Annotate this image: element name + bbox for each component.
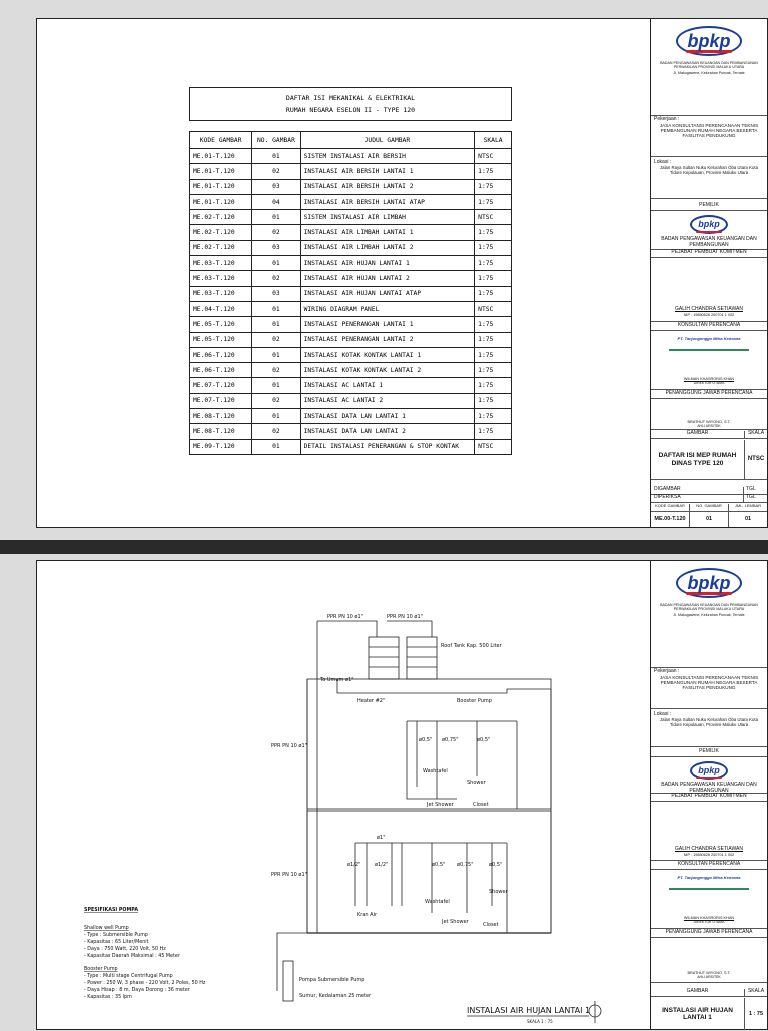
row-kode: ME.03-T.120 [190, 286, 252, 301]
spec-title: SPESIFIKASI POMPA [84, 908, 139, 913]
row-no: 03 [252, 240, 300, 255]
konsultan-person-2: WILMAN KHASRORIS KHAN [683, 916, 735, 920]
row-skala: 1:75 [475, 240, 512, 255]
floor-1-box [307, 811, 551, 933]
konsultan-label: KONSULTAN PERENCANA [651, 323, 767, 331]
size-4: ø1" [377, 835, 386, 841]
size-8: ø0,75" [457, 862, 474, 868]
no-value: 01 [690, 512, 729, 527]
drawing-scale: NTSC [747, 456, 765, 463]
pipe-label-3: PPR PN 10 ø1" [271, 743, 307, 749]
konsultan-person: WILMAN KHASRORIS KHAN [683, 377, 735, 381]
tgl-label-2: TGL [746, 494, 756, 500]
row-kode: ME.02-T.120 [190, 240, 252, 255]
drawing-sheet-2 [36, 560, 768, 1030]
row-judul: INSTALASI KOTAK KONTAK LANTAI 1 [300, 347, 475, 362]
table-row [190, 179, 512, 194]
table-row [190, 225, 512, 240]
lokasi-value: Jalan Raya Sultan Nuku Kelurahan Oba Utara Kota Tidore Kepulauan, Provinsi Maluku Utara [660, 164, 758, 175]
pekerjaan-label-2: Pekerjaan : [654, 668, 680, 674]
list-title: DAFTAR ISI MEKANIKAL & ELEKTRIKAL [285, 94, 416, 102]
skala-label-2: SKALA [747, 988, 765, 994]
row-no: 02 [252, 164, 300, 179]
bpkp-logo: bpkp [676, 26, 742, 56]
pj-cell [651, 400, 767, 430]
pemilik-label-2: PEMILIK [651, 749, 767, 757]
owner-logo: bpkp [690, 215, 728, 234]
fixture-jetshower-1: Jet Shower [442, 919, 469, 925]
org-name-2: BADAN PENGAWASAN KEUANGAN DAN PEMBANGUNAN PERWAKILAN PROVINSI MALUKU UTARA [660, 603, 758, 612]
pj-role: AHLI ARSITEK [697, 424, 721, 429]
fixture-washtafel-1: Washtafel [425, 899, 450, 905]
pump-label: Pompa Submersible Pump [299, 977, 365, 983]
konsultan-cell-2 [651, 871, 767, 929]
jml-label: JML. LEMBAR [734, 503, 762, 508]
row-no: 01 [252, 439, 300, 454]
row-no: 02 [252, 393, 300, 408]
konsultan-role: DIREKTUR UTAMA [693, 381, 725, 386]
table-row [190, 256, 512, 271]
row-judul: INSTALASI AIR BERSIH LANTAI 1 [300, 164, 475, 179]
row-no: 01 [252, 317, 300, 332]
title-block [650, 19, 767, 527]
ppk-nip: NIP : 19850626 200701 1 002 [683, 312, 735, 317]
drawing-caption [467, 1001, 601, 1024]
kode-value-row [651, 512, 767, 527]
table-row [190, 409, 512, 424]
row-skala: 1:75 [475, 286, 512, 301]
row-judul: INSTALASI AIR LIMBAH LANTAI 1 [300, 225, 475, 240]
row-no: 02 [252, 225, 300, 240]
row-judul: INSTALASI KOTAK KONTAK LANTAI 2 [300, 363, 475, 378]
pump-spec [84, 907, 206, 1000]
row-judul: INSTALASI PENERANGAN LANTAI 2 [300, 332, 475, 347]
row-kode: ME.01-T.120 [190, 164, 252, 179]
booster-label: Booster Pump [457, 698, 492, 704]
row-skala: 1:75 [475, 179, 512, 194]
size-7: ø0,5" [432, 862, 446, 868]
size-5: ø1/2" [347, 862, 361, 868]
row-kode: ME.05-T.120 [190, 317, 252, 332]
drawing-title: DAFTAR ISI MEP RUMAH DINAS TYPE 120 [651, 440, 745, 479]
caption-title: INSTALASI AIR HUJAN LANTAI 1 [467, 1006, 591, 1015]
row-judul: INSTALASI AIR LIMBAH LANTAI 2 [300, 240, 475, 255]
row-no: 01 [252, 149, 300, 164]
table-header-row [190, 132, 512, 149]
spec-line2-3: - Kapasitas : 35 lpm [84, 995, 132, 1000]
konsultan-cell [651, 332, 767, 390]
row-kode: ME.07-T.120 [190, 393, 252, 408]
row-no: 03 [252, 179, 300, 194]
spec-line1-3: - Kapasitas Daerah Maksimal : 45 Meter [84, 954, 180, 959]
ppk-label-2: PEJABAT PEMBUAT KOMITMEN [651, 794, 767, 802]
org-header [651, 19, 767, 97]
row-skala: NTSC [475, 301, 512, 316]
spec-line2-1: - Power : 250 W, 3 phase - 220 Volt, 2 Poles, 50 Hz [84, 981, 206, 986]
diperiksa-label: DIPERIKSA [654, 495, 744, 502]
konsultan-logo-2: PT. Tanjungenggo Mitra Kencana [669, 876, 749, 890]
row-judul: INSTALASI AIR HUJAN LANTAI 1 [300, 256, 475, 271]
fixture-closet-1: Closet [483, 922, 499, 928]
row-kode: ME.01-T.120 [190, 194, 252, 209]
row-skala: 1:75 [475, 409, 512, 424]
konsultan-role-2: DIREKTUR UTAMA [693, 920, 725, 925]
skala-label: SKALA [747, 430, 765, 436]
lokasi-cell-2 [651, 711, 767, 747]
ppk-label: PEJABAT PEMBUAT KOMITMEN [651, 250, 767, 258]
caption-scale: SKALA 1 : 75 [527, 1019, 553, 1024]
row-skala: 1:75 [475, 194, 512, 209]
fixture-kran-air: Kran Air [357, 912, 378, 918]
plumbing-diagram [37, 561, 652, 1031]
row-kode: ME.02-T.120 [190, 225, 252, 240]
org-header-2 [651, 561, 767, 639]
row-judul: INSTALASI PENERANGAN LANTAI 1 [300, 317, 475, 332]
table-body [190, 149, 512, 455]
table-row [190, 301, 512, 316]
table-row [190, 271, 512, 286]
row-judul: WIRING DIAGRAM PANEL [300, 301, 475, 316]
table-row [190, 149, 512, 164]
row-no: 03 [252, 286, 300, 301]
roof-tank-2 [407, 637, 437, 679]
pekerjaan-value: JASA KONSULTANSI PERENCANAAN TEKNIS PEMBANGUNAN RUMAH NEGARA BESERTA FASILITAS PENDUKUNG [659, 122, 759, 139]
row-judul: INSTALASI AC LANTAI 2 [300, 393, 475, 408]
owner-cell-2 [651, 758, 767, 794]
row-judul: INSTALASI AC LANTAI 1 [300, 378, 475, 393]
row-kode: ME.06-T.120 [190, 363, 252, 378]
fixture-closet-2: Closet [473, 802, 489, 808]
drawing-list-table [189, 131, 512, 455]
kode-value: ME.00-T.120 [651, 512, 690, 527]
table-row [190, 164, 512, 179]
row-skala: 1:75 [475, 256, 512, 271]
row-no: 02 [252, 332, 300, 347]
diperiksa-row [651, 495, 767, 503]
row-judul: INSTALASI AIR HUJAN LANTAI ATAP [300, 286, 475, 301]
owner-name-2: BADAN PENGAWASAN KEUANGAN DAN PEMBANGUNAN [661, 782, 757, 794]
table-row [190, 317, 512, 332]
row-kode: ME.03-T.120 [190, 271, 252, 286]
row-judul: INSTALASI AIR BERSIH LANTAI ATAP [300, 194, 475, 209]
row-kode: ME.02-T.120 [190, 210, 252, 225]
row-judul: SISTEM INSTALASI AIR LIMBAH [300, 210, 475, 225]
row-skala: NTSC [475, 149, 512, 164]
spec-line2-2: - Daya Hisap : 8 m, Daya Dorong : 36 meter [84, 988, 190, 993]
pj-label: PENANGGUNG JAWAB PERENCANA [651, 391, 767, 399]
row-judul: DETAIL INSTALASI PENERANGAN & STOP KONTAK [300, 439, 475, 454]
gambar-label-2: GAMBAR [651, 989, 745, 996]
pipe-label-1: PPR PN 10 ø1" [327, 614, 363, 620]
lokasi-cell [651, 159, 767, 199]
gambar-header [651, 431, 767, 439]
row-judul: INSTALASI DATA LAN LANTAI 1 [300, 409, 475, 424]
ppk-cell-2 [651, 803, 767, 861]
jml-value: 01 [744, 516, 752, 522]
title-block-2 [650, 561, 767, 1029]
table-row [190, 378, 512, 393]
owner-logo-swoosh [696, 231, 722, 233]
row-judul: SISTEM INSTALASI AIR BERSIH [300, 149, 475, 164]
row-no: 02 [252, 363, 300, 378]
row-kode: ME.07-T.120 [190, 378, 252, 393]
pekerjaan-value-2: JASA KONSULTANSI PERENCANAAN TEKNIS PEMBANGUNAN RUMAH NEGARA BESERTA FASILITAS PENDUKUNG [659, 674, 759, 691]
row-kode: ME.04-T.120 [190, 301, 252, 316]
gambar-header-2 [651, 989, 767, 997]
pj-name-2: BRATHUT WIYONO, S.T. [687, 971, 731, 975]
no-label: NO. GAMBAR [690, 504, 729, 511]
sheet-separator [0, 540, 768, 554]
table-row [190, 210, 512, 225]
roof-tank-1 [369, 637, 399, 679]
drawing-sheet-1 [36, 18, 768, 528]
row-judul: INSTALASI AIR HUJAN LANTAI 2 [300, 271, 475, 286]
row-no: 02 [252, 271, 300, 286]
row-skala: 1:75 [475, 332, 512, 347]
konsultan-logo: PT. Tanjungenggo Mitra Kencana [669, 337, 749, 351]
row-no: 01 [252, 210, 300, 225]
owner-logo-2: bpkp [690, 761, 728, 780]
size-9: ø0,5" [489, 862, 503, 868]
row-no: 01 [252, 347, 300, 362]
row-skala: 1:75 [475, 424, 512, 439]
digambar-label: DIGAMBAR [654, 487, 744, 494]
row-no: 01 [252, 256, 300, 271]
size-6: ø1/2" [375, 862, 389, 868]
drawing-title-cell-2 [651, 998, 767, 1030]
tank-label: Roof Tank Kap. 500 Liter [441, 643, 502, 649]
drawing-title-cell [651, 440, 767, 480]
size-1: ø0,5" [419, 737, 433, 743]
row-kode: ME.01-T.120 [190, 179, 252, 194]
table-row [190, 393, 512, 408]
bpkp-logo-2: bpkp [676, 568, 742, 598]
row-kode: ME.08-T.120 [190, 424, 252, 439]
table-row [190, 286, 512, 301]
owner-name: BADAN PENGAWASAN KEUANGAN DAN PEMBANGUNAN [661, 236, 757, 248]
row-judul: INSTALASI DATA LAN LANTAI 2 [300, 424, 475, 439]
table-row [190, 240, 512, 255]
sumur-label: Sumur, Kedalaman 25 meter [299, 993, 372, 999]
fixture-shower-1: Shower [489, 889, 508, 895]
row-kode: ME.01-T.120 [190, 149, 252, 164]
spec-sub2: Booster Pump [84, 967, 118, 972]
row-kode: ME.09-T.120 [190, 439, 252, 454]
spec-line2-0: - Type : Multi stage Centrifugal Pump [84, 974, 173, 979]
row-no: 04 [252, 194, 300, 209]
ppk-nip-2: NIP : 19850626 200701 1 002 [683, 852, 735, 857]
row-skala: 1:75 [475, 225, 512, 240]
pekerjaan-cell [651, 115, 767, 157]
spec-line1-1: - Kapasitas : 65 Liter/Menit [84, 940, 149, 945]
col-judul: JUDUL GAMBAR [300, 132, 475, 149]
pekerjaan-label: Pekerjaan : [654, 116, 680, 122]
tgl-label-1: TGL [746, 486, 756, 492]
owner-logo-swoosh-2 [696, 777, 722, 779]
row-kode: ME.08-T.120 [190, 409, 252, 424]
row-skala: 1:75 [475, 378, 512, 393]
row-skala: 1:75 [475, 393, 512, 408]
row-judul: INSTALASI AIR BERSIH LANTAI 2 [300, 179, 475, 194]
row-skala: 1:75 [475, 347, 512, 362]
gambar-label: GAMBAR [651, 431, 745, 438]
size-3: ø0,5" [477, 737, 491, 743]
table-row [190, 194, 512, 209]
fixture-shower-2: Shower [467, 780, 486, 786]
pj-label-2: PENANGGUNG JAWAB PERENCANA [651, 930, 767, 938]
pj-cell-2 [651, 939, 767, 983]
drawing-title-2: INSTALASI AIR HUJAN LANTAI 1 [651, 998, 745, 1030]
size-2: ø0,75" [442, 737, 459, 743]
org-address: Jl. Makugawene, Kelurahan Puncak, Ternate [673, 71, 745, 76]
floor-2-box [307, 679, 551, 809]
row-no: 01 [252, 409, 300, 424]
row-no: 01 [252, 378, 300, 393]
ppk-name: GALIH CHANDRA SETIAWAN [675, 306, 743, 312]
pipe-label-4: PPR PN 10 ø1" [271, 872, 307, 878]
row-skala: 1:75 [475, 317, 512, 332]
row-skala: 1:75 [475, 164, 512, 179]
fixture-washtafel-2: Washtafel [423, 768, 448, 774]
konsultan-label-2: KONSULTAN PERENCANA [651, 862, 767, 870]
row-skala: NTSC [475, 210, 512, 225]
table-row [190, 439, 512, 454]
row-skala: NTSC [475, 439, 512, 454]
pipe-label-2: PPR PN 10 ø1" [387, 614, 423, 620]
table-row [190, 332, 512, 347]
kode-header-row [651, 504, 767, 512]
org-name: BADAN PENGAWASAN KEUANGAN DAN PEMBANGUNAN PERWAKILAN PROVINSI MALUKU UTARA [660, 61, 758, 70]
pj-role-2: AHLI ARSITEK [697, 975, 721, 980]
pekerjaan-cell-2 [651, 667, 767, 709]
table-row [190, 424, 512, 439]
lokasi-label: Lokasi : [654, 159, 672, 165]
lokasi-label-2: Lokasi : [654, 711, 672, 717]
row-no: 02 [252, 424, 300, 439]
org-address-2: Jl. Makugawene, Kelurahan Puncak, Ternate [673, 613, 745, 618]
spec-line1-0: - Type : Submersible Pump [84, 933, 148, 938]
spec-line1-2: - Daya : 750 Watt, 220 Volt, 50 Hz [84, 947, 166, 952]
drawing-scale-2: 1 : 75 [748, 1010, 764, 1017]
to-umum-label: To Umum ø1" [320, 677, 354, 683]
fixture-jetshower-2: Jet Shower [427, 802, 454, 808]
row-kode: ME.06-T.120 [190, 347, 252, 362]
col-no: NO. GAMBAR [252, 132, 300, 149]
ppk-cell [651, 259, 767, 322]
spec-sub1: Shallow well Pump [84, 926, 129, 931]
row-kode: ME.03-T.120 [190, 256, 252, 271]
kode-label: KODE GAMBAR [651, 504, 690, 511]
list-header-box [189, 87, 512, 121]
col-skala: SKALA [475, 132, 512, 149]
pemilik-label: PEMILIK [651, 203, 767, 211]
list-subtitle: RUMAH NEGARA ESELON II - TYPE 120 [285, 106, 416, 114]
well-casing [283, 961, 293, 1001]
heater-label: Heater #2" [357, 698, 386, 704]
row-skala: 1:75 [475, 271, 512, 286]
row-skala: 1:75 [475, 363, 512, 378]
col-kode: KODE GAMBAR [190, 132, 252, 149]
row-kode: ME.05-T.120 [190, 332, 252, 347]
pj-name: BRATHUT WIYONO, S.T. [687, 420, 731, 424]
table-row [190, 363, 512, 378]
row-no: 01 [252, 301, 300, 316]
owner-cell [651, 212, 767, 250]
table-row [190, 347, 512, 362]
lokasi-value-2: Jalan Raya Sultan Nuku Kelurahan Oba Utara Kota Tidore Kepulauan, Provinsi Maluku Utara [660, 716, 758, 727]
ppk-name-2: GALIH CHANDRA SETIAWAN [675, 846, 743, 852]
